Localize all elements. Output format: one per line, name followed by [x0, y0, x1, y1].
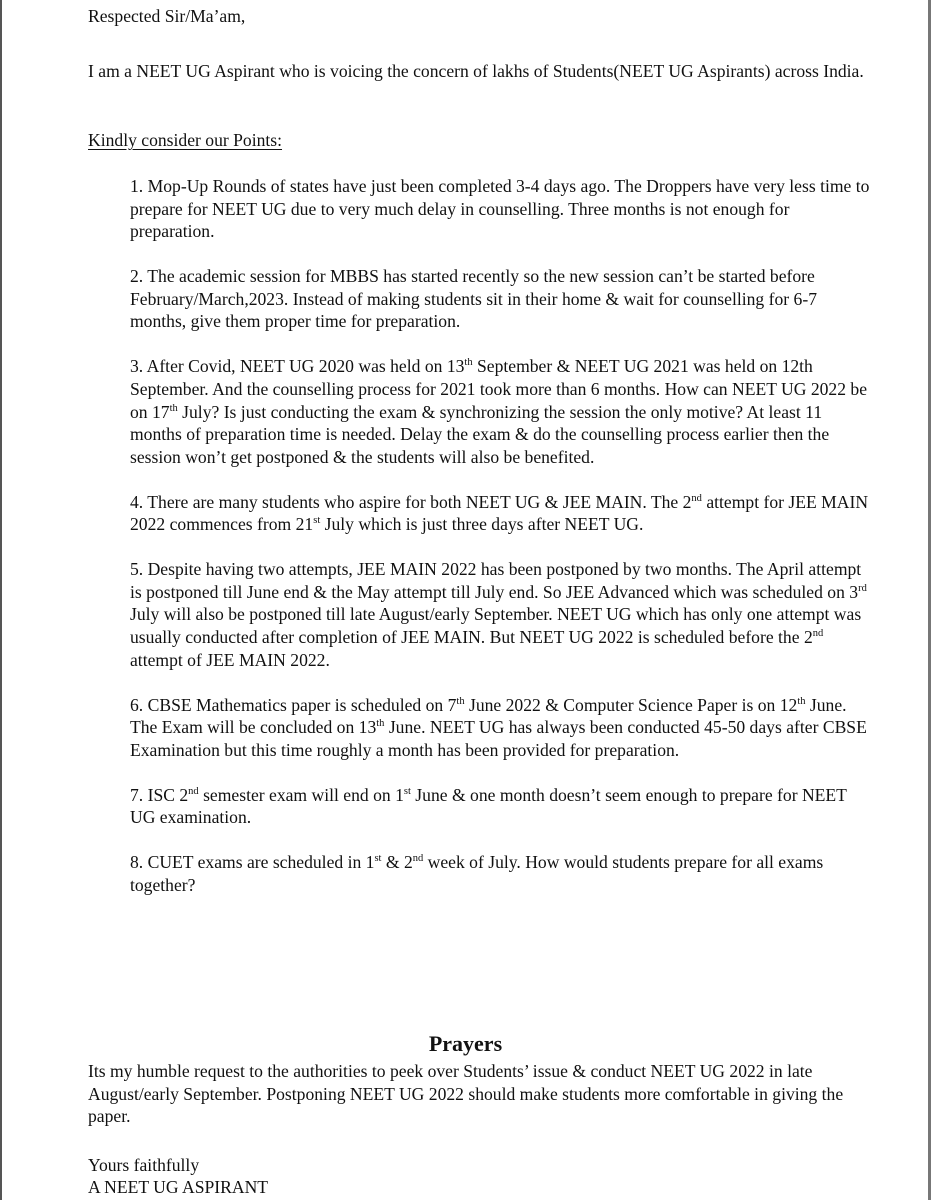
points-heading: Kindly consider our Points: [88, 130, 283, 150]
point-text: 3. After Covid, NEET UG 2020 was held on 13 [130, 356, 465, 377]
points-list [130, 175, 870, 919]
point-item [130, 265, 870, 333]
intro-paragraph: I am a NEET UG Aspirant who is voicing the concern of lakhs of Students(NEET UG Aspirants) across India. [88, 61, 864, 81]
ordinal-superscript: nd [412, 853, 424, 865]
point-item [130, 558, 870, 671]
point-item [130, 491, 870, 536]
point-text: June & one month doesn’t seem enough to prepare for NEET UG examination. [130, 784, 847, 828]
point-text: 4. There are many students who aspire for both NEET UG & JEE MAIN. The 2 [130, 491, 692, 512]
point-text: 8. CUET exams are scheduled in 1 [130, 852, 375, 873]
page-left-border [0, 0, 2, 1200]
point-text: 2. The academic session for MBBS has started recently so the new session can’t be started before February/March,2023. Instead of making students sit in their home & wait for counselling for 6-7 months, give them proper time for preparation. [130, 266, 817, 332]
point-text: attempt of JEE MAIN 2022. [130, 649, 330, 670]
ordinal-superscript: rd [858, 583, 867, 595]
ordinal-superscript: th [169, 402, 178, 414]
closing-line: Yours faithfully [88, 1155, 200, 1175]
point-text: 6. CBSE Mathematics paper is scheduled on 7 [130, 694, 457, 715]
ordinal-superscript: nd [188, 785, 199, 797]
point-text: June 2022 & Computer Science Paper is on 12 [464, 694, 798, 715]
ordinal-superscript: th [456, 695, 465, 707]
point-text: July which is just three days after NEET UG. [320, 514, 644, 535]
point-item [130, 175, 870, 243]
prayers-heading: Prayers [428, 1031, 503, 1056]
point-text: June. The Exam will be concluded on 13 [130, 694, 847, 738]
point-item [130, 694, 870, 762]
point-text: & 2 [381, 852, 413, 873]
point-item [130, 355, 870, 468]
ordinal-superscript: st [313, 515, 321, 527]
ordinal-superscript: nd [691, 492, 702, 504]
point-text: July? Is just conducting the exam & synchronizing the session the only motive? At least 11 months of preparation time is needed. Delay the exam & do the counselling process earlier then the session won’t get postponed & the students will also be benefited. [130, 401, 830, 467]
point-text: 1. Mop-Up Rounds of states have just been completed 3-4 days ago. The Droppers have very less time to prepare for NEET UG due to very much delay in counselling. Three months is not enough for preparation. [130, 176, 870, 242]
point-text: 7. ISC 2 [130, 784, 189, 805]
point-text: 5. Despite having two attempts, JEE MAIN 2022 has been postponed by two months. The April attempt is postponed till June end & the May attempt till July end. So JEE Advanced which was scheduled on 3 [130, 559, 862, 602]
ordinal-superscript: th [464, 357, 473, 369]
ordinal-superscript: st [403, 785, 411, 797]
ordinal-superscript: st [374, 853, 382, 865]
point-text: semester exam will end on 1 [198, 784, 404, 805]
point-text: attempt for JEE MAIN 2022 commences from 21 [130, 491, 869, 535]
point-text: week of July. How would students prepare for all exams together? [130, 852, 824, 895]
point-text: July will also be postponed till late August/early September. NEET UG which has only one attempt was usually conducted after completion of JEE MAIN. But NEET UG 2022 is scheduled before the 2 [130, 604, 862, 648]
ordinal-superscript: th [797, 695, 806, 707]
point-text: June. NEET UG has always been conducted 45-50 days after CBSE Examination but this time roughly a month has been provided for preparation. [130, 717, 867, 760]
prayers-paragraph: Its my humble request to the authorities to peek over Students’ issue & conduct NEET UG 2022 in late August/early September. Postponing NEET UG 2022 should make students more comfortable in giving the paper. [88, 1061, 844, 1127]
point-item [130, 851, 870, 896]
signature-line: A NEET UG ASPIRANT [88, 1177, 269, 1197]
ordinal-superscript: th [376, 718, 385, 730]
point-text: September & NEET UG 2021 was held on 12th September. And the counselling process for 2021 took more than 6 months. How can NEET UG 2022 be on 17 [130, 356, 868, 422]
salutation: Respected Sir/Ma’am, [88, 6, 246, 26]
ordinal-superscript: nd [812, 628, 824, 640]
point-item [130, 784, 870, 829]
